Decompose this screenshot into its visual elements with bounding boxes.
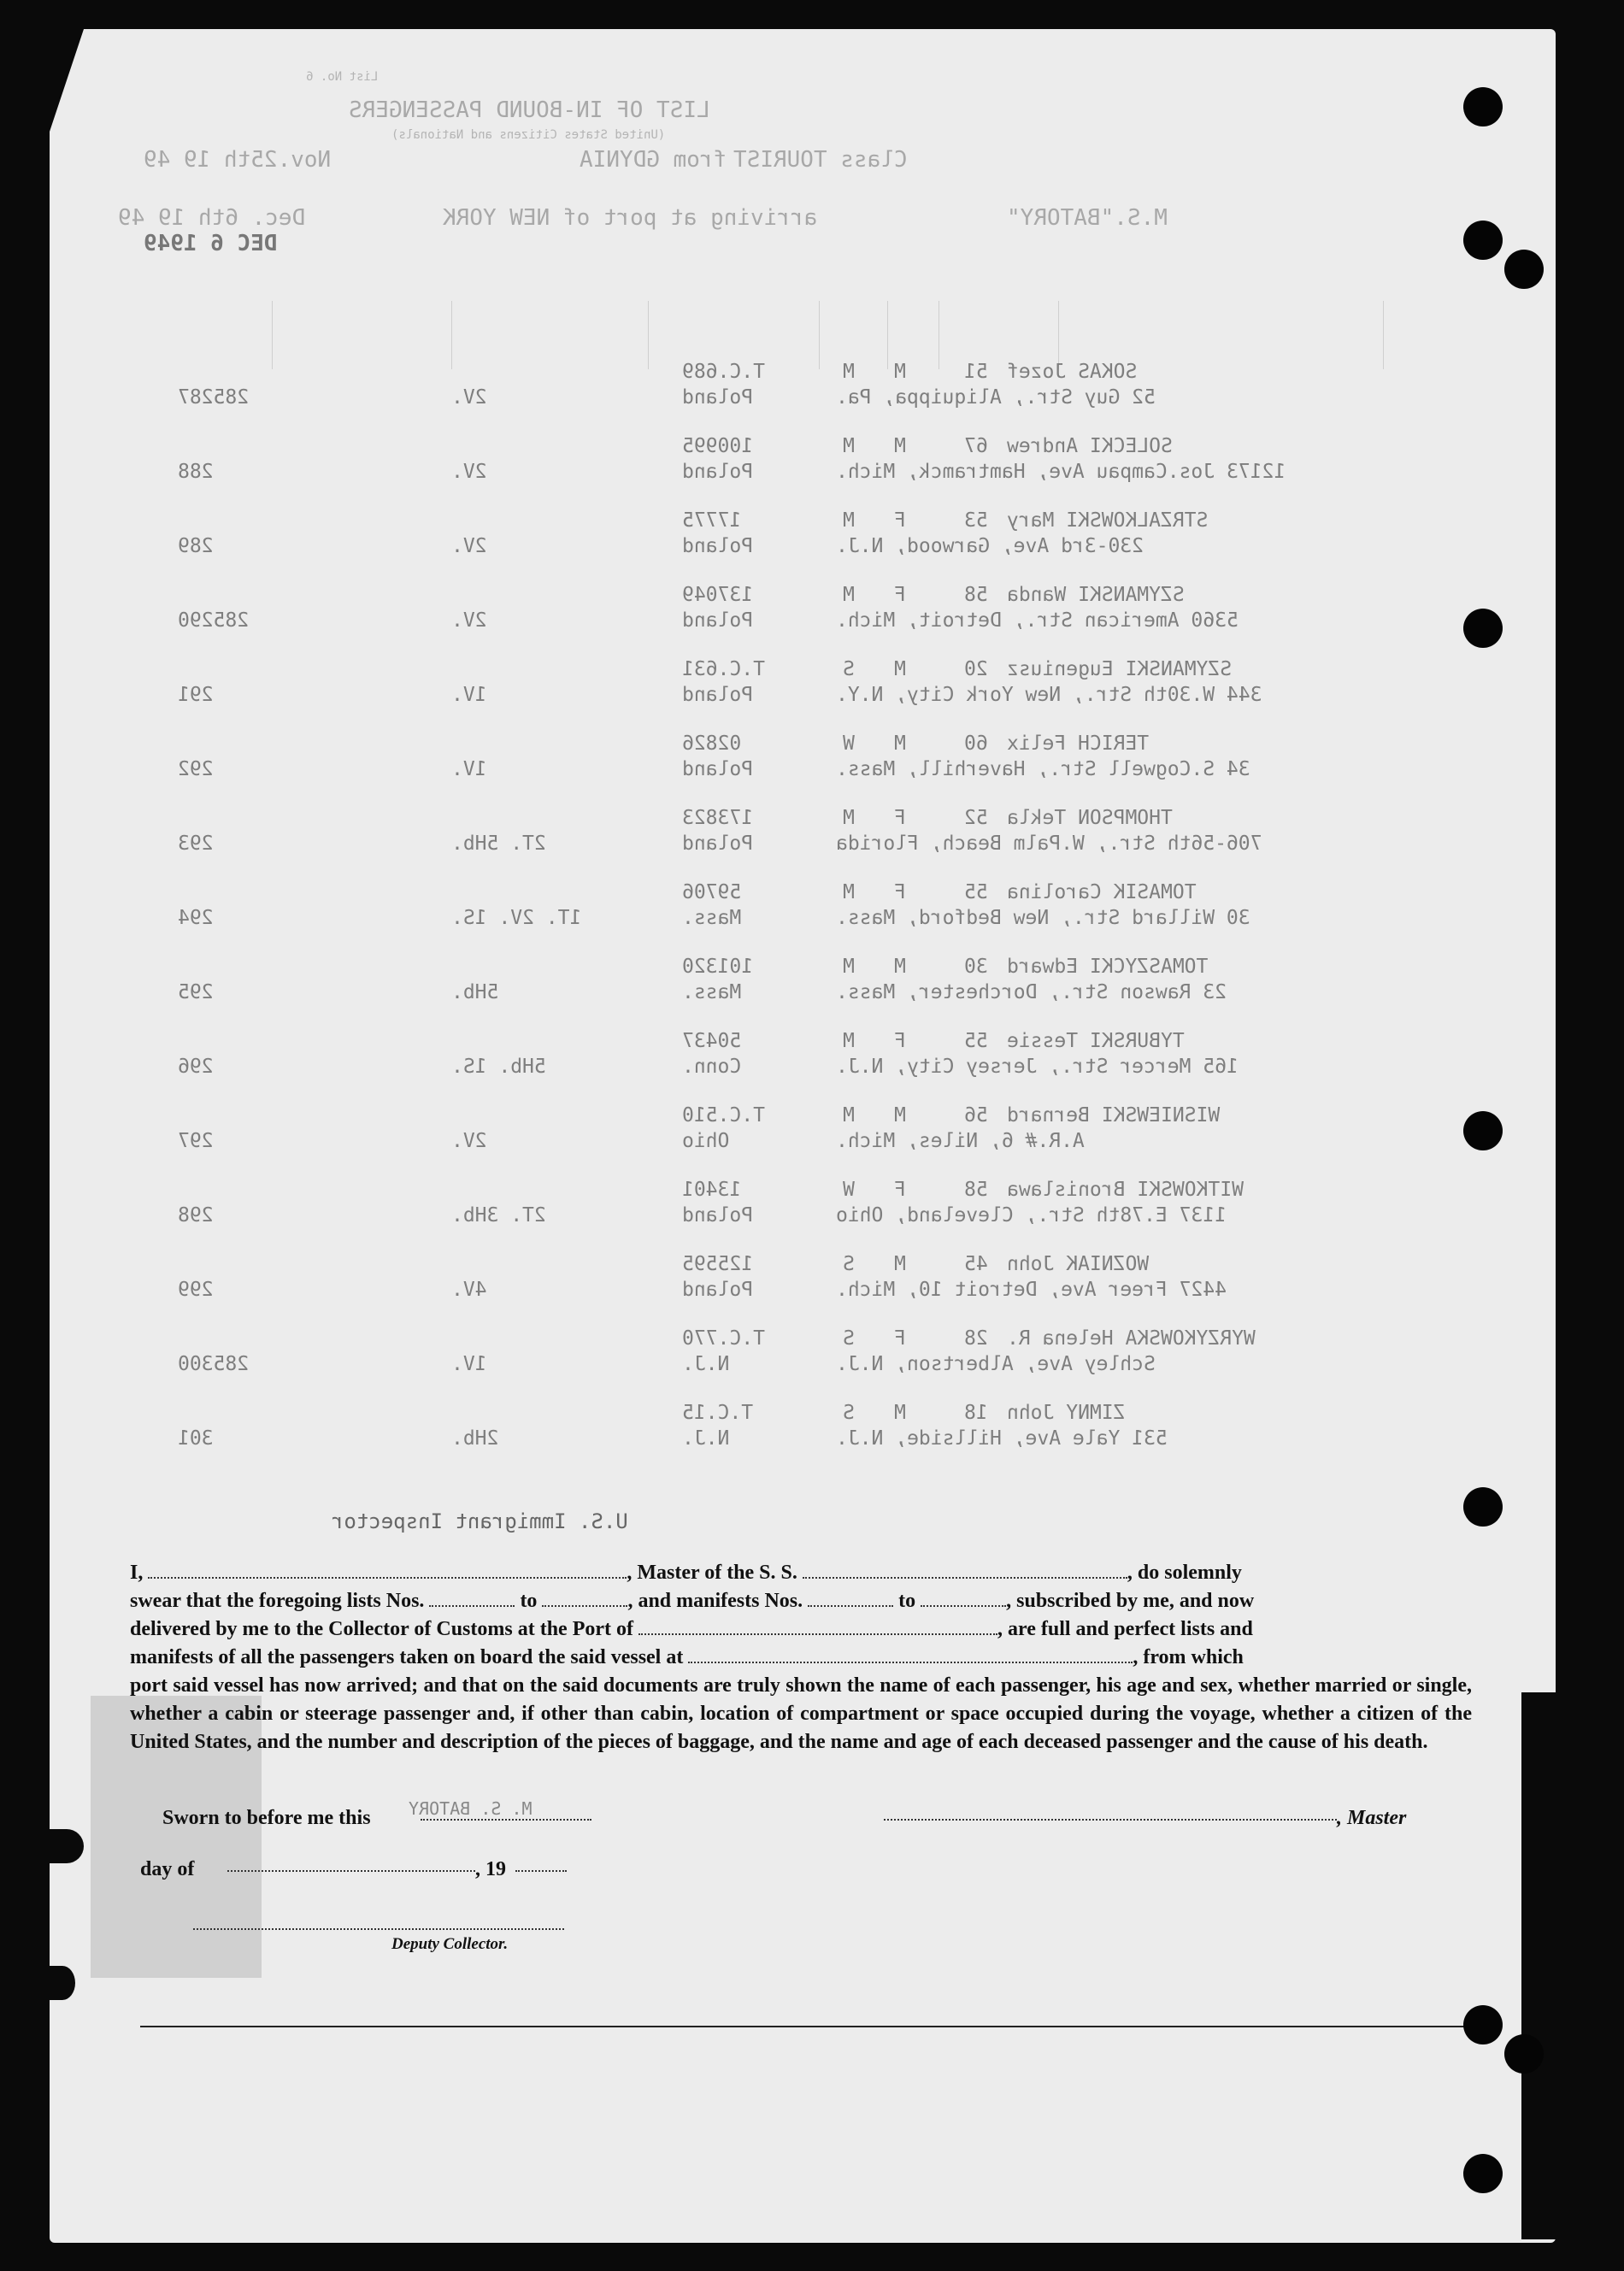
cell-name: SZYMANSKI Wanda bbox=[1007, 584, 1185, 606]
oath-to-2: to bbox=[898, 1590, 916, 1612]
cell-sex: F bbox=[894, 881, 906, 903]
cell-age: 58 bbox=[964, 584, 988, 606]
cell-status: W bbox=[843, 732, 855, 755]
cell-status: W bbox=[843, 1179, 855, 1201]
cell-age: 60 bbox=[964, 732, 988, 755]
cell-doc: 101320 bbox=[682, 956, 754, 978]
cell-name: WISNIEWSKI Bernard bbox=[1007, 1104, 1221, 1127]
manifest-from-field[interactable] bbox=[808, 1588, 893, 1607]
cell-doc: 17775 bbox=[682, 509, 742, 532]
cell-compartment: 2V. bbox=[451, 461, 487, 483]
table-row bbox=[50, 361, 1556, 429]
cell-status: S bbox=[843, 1327, 855, 1350]
cell-sex: M bbox=[894, 658, 906, 680]
cell-doc: T.C.631 bbox=[682, 658, 765, 680]
cell-age: 18 bbox=[964, 1402, 988, 1424]
ghost-sailed-date: Nov.25th 19 49 bbox=[144, 147, 332, 173]
manifest-page bbox=[50, 29, 1556, 2243]
cell-ref: 296 bbox=[178, 1056, 214, 1078]
oath-subscribed: , subscribed by me, and now bbox=[1006, 1590, 1255, 1612]
cell-status: M bbox=[843, 807, 855, 829]
table-row bbox=[50, 956, 1556, 1024]
cell-doc: 100995 bbox=[682, 435, 754, 457]
cell-country: Poland bbox=[682, 758, 754, 780]
ghost-from-port: from GDYNIA bbox=[580, 147, 727, 173]
cell-status: M bbox=[843, 881, 855, 903]
cell-address: 531 Yale Ave, Hillside, N.J. bbox=[836, 1427, 1168, 1450]
cell-age: 20 bbox=[964, 658, 988, 680]
cell-doc: T.C.15 bbox=[682, 1402, 754, 1424]
cell-compartment: 2V. bbox=[451, 386, 487, 409]
year-prefix: , 19 bbox=[475, 1858, 506, 1880]
table-row bbox=[50, 881, 1556, 950]
cell-address: 23 Rawson Str., Dorchester, Mass. bbox=[836, 981, 1227, 1003]
cell-sex: M bbox=[894, 435, 906, 457]
cell-name: TYBURSKI Tessie bbox=[1007, 1030, 1185, 1052]
cell-address: 230-3rd Ave, Garwood, N.J. bbox=[836, 535, 1144, 557]
cell-name: SOLECKI Andrew bbox=[1007, 435, 1173, 457]
cell-address: 12173 Jos.Campau Ave, Hamtramck, Mich. bbox=[836, 461, 1286, 483]
table-row bbox=[50, 807, 1556, 875]
cell-sex: F bbox=[894, 1327, 906, 1350]
cell-doc: T.C.510 bbox=[682, 1104, 765, 1127]
port-field[interactable] bbox=[638, 1616, 997, 1635]
cell-compartment: 2Hb. bbox=[451, 1427, 499, 1450]
cell-name: WOZNIAK John bbox=[1007, 1253, 1150, 1275]
table-row bbox=[50, 732, 1556, 801]
cell-address: 5360 American Str., Detroit, Mich. bbox=[836, 609, 1239, 632]
oath-from-which: , from which bbox=[1133, 1646, 1244, 1668]
cell-sex: M bbox=[894, 1104, 906, 1127]
table-row bbox=[50, 435, 1556, 503]
vessel-field[interactable] bbox=[803, 1560, 1127, 1579]
cell-country: Poland bbox=[682, 1204, 754, 1227]
cell-country: Poland bbox=[682, 609, 754, 632]
oath-i: I, bbox=[130, 1562, 144, 1584]
cell-address: 4427 Freer Ave, Detroit 10, Mich. bbox=[836, 1279, 1227, 1301]
cell-sex: M bbox=[894, 956, 906, 978]
cell-name: WYRZYKOWSKA Helena R. bbox=[1007, 1327, 1256, 1350]
cell-ref: 293 bbox=[178, 833, 214, 855]
list-to-field[interactable] bbox=[542, 1588, 627, 1607]
departure-port-field[interactable] bbox=[688, 1644, 1133, 1663]
table-row bbox=[50, 1179, 1556, 1247]
cell-doc: 59706 bbox=[682, 881, 742, 903]
cell-status: S bbox=[843, 1402, 855, 1424]
cell-address: 34 S.Cogwell Str., Haverhill, Mass. bbox=[836, 758, 1250, 780]
cell-status: M bbox=[843, 584, 855, 606]
oath-line-1 bbox=[130, 1559, 1472, 1587]
cell-name: ZIMNY John bbox=[1007, 1402, 1126, 1424]
binder-hole bbox=[1463, 1111, 1503, 1150]
cell-compartment: 1V. bbox=[451, 1353, 487, 1375]
binder-hole bbox=[1463, 1487, 1503, 1527]
ghost-subtitle: (United States Citizens and Nationals) bbox=[391, 128, 666, 142]
table-row bbox=[50, 1402, 1556, 1470]
binder-hole bbox=[1463, 2154, 1503, 2193]
cell-age: 53 bbox=[964, 509, 988, 532]
binder-hole bbox=[1463, 609, 1503, 648]
cell-name: TERICH Felix bbox=[1007, 732, 1150, 755]
master-signature-field[interactable] bbox=[884, 1819, 1337, 1821]
manifest-to-field[interactable] bbox=[921, 1588, 1006, 1607]
cell-status: M bbox=[843, 1030, 855, 1052]
cell-compartment: 2V. bbox=[451, 609, 487, 632]
cell-country: Poland bbox=[682, 535, 754, 557]
cell-ref: 297 bbox=[178, 1130, 214, 1152]
cell-compartment: 4V. bbox=[451, 1279, 487, 1301]
binder-hole bbox=[1504, 2034, 1544, 2074]
cell-sex: F bbox=[894, 807, 906, 829]
cell-compartment: 2T. 5Hb. bbox=[451, 833, 546, 855]
cell-status: M bbox=[843, 1104, 855, 1127]
cell-country: N.J. bbox=[682, 1427, 730, 1450]
cell-age: 52 bbox=[964, 807, 988, 829]
cell-address: Schley Ave, Albertson, N.J. bbox=[836, 1353, 1156, 1375]
cell-compartment: 2V. bbox=[451, 535, 487, 557]
master-label: , Master bbox=[1337, 1807, 1407, 1829]
cell-status: S bbox=[843, 658, 855, 680]
cell-ref: 289 bbox=[178, 535, 214, 557]
cell-age: 28 bbox=[964, 1327, 988, 1350]
cell-status: M bbox=[843, 956, 855, 978]
cell-country: Ohio bbox=[682, 1130, 730, 1152]
table-row bbox=[50, 584, 1556, 652]
cell-compartment: 1V. bbox=[451, 684, 487, 706]
cell-status: M bbox=[843, 435, 855, 457]
cell-address: 30 Willard Str., New Bedford, Mass. bbox=[836, 907, 1250, 929]
cell-name: WITKOWSKI Bronislawa bbox=[1007, 1179, 1244, 1201]
oath-body: port said vessel has now arrived; and that on the said documents are truly shown the name of each passenger, his age and sex, whether married or single, whether a cabin or steerage passenger and, if other than cabin, location of compartment or space occupied during the voyage, whether a citizen of the United States, and the number and description of the pieces of baggage, and the name and age of each deceased passenger and the cause of his death. bbox=[130, 1674, 1472, 1753]
cell-doc: T.C.689 bbox=[682, 361, 765, 383]
cell-address: 165 Mercer Str., Jersey City, N.J. bbox=[836, 1056, 1239, 1078]
sworn-label: Sworn to before me this bbox=[162, 1807, 371, 1829]
oath-lists: swear that the foregoing lists Nos. bbox=[130, 1590, 425, 1612]
cell-country: Conn. bbox=[682, 1056, 742, 1078]
cell-sex: M bbox=[894, 1402, 906, 1424]
cell-address: 344 W.30th Str., New York City, N.Y. bbox=[836, 684, 1262, 706]
cell-country: N.J. bbox=[682, 1353, 730, 1375]
cell-doc: 13401 bbox=[682, 1179, 742, 1201]
name-field[interactable] bbox=[148, 1560, 627, 1579]
binder-hole bbox=[1504, 250, 1544, 289]
cell-address: 52 Guy Str., Aliquippa, Pa. bbox=[836, 386, 1156, 409]
cell-ref: 298 bbox=[178, 1204, 214, 1227]
cell-sex: M bbox=[894, 732, 906, 755]
oath-manifests: , and manifests Nos. bbox=[627, 1590, 803, 1612]
cell-sex: F bbox=[894, 584, 906, 606]
cell-ref: 299 bbox=[178, 1279, 214, 1301]
cell-age: 58 bbox=[964, 1179, 988, 1201]
cell-sex: M bbox=[894, 361, 906, 383]
cell-compartment: 1V. bbox=[451, 758, 487, 780]
cell-status: M bbox=[843, 361, 855, 383]
cell-name: STRZALKOWSKI Mary bbox=[1007, 509, 1209, 532]
cell-ref: 292 bbox=[178, 758, 214, 780]
oath-line-3 bbox=[130, 1615, 1472, 1644]
ship-stamp: M. S. BATORY bbox=[409, 1798, 533, 1819]
ghost-vessel: M.S."BATORY" bbox=[1007, 205, 1168, 231]
cell-status: M bbox=[843, 509, 855, 532]
oath-delivered: delivered by me to the Collector of Customs at the Port of bbox=[130, 1618, 633, 1640]
cell-ref: 285287 bbox=[178, 386, 250, 409]
cell-ref: 301 bbox=[178, 1427, 214, 1450]
cell-doc: 125595 bbox=[682, 1253, 754, 1275]
cell-name: SZYMANSKI Eugeniusz bbox=[1007, 658, 1233, 680]
oath-line-2 bbox=[130, 1587, 1472, 1615]
cell-sex: M bbox=[894, 1253, 906, 1275]
oath-master-of: , Master of the S. S. bbox=[627, 1562, 797, 1584]
ghost-arriving-port: arriving at port of NEW YORK bbox=[443, 205, 818, 231]
cell-name: SOKAS Jozef bbox=[1007, 361, 1138, 383]
sworn-date-field[interactable] bbox=[421, 1819, 591, 1821]
oath-manifests-all: manifests of all the passengers taken on board the said vessel at bbox=[130, 1646, 684, 1668]
table-row bbox=[50, 509, 1556, 578]
oath-do-solemnly: , do solemnly bbox=[1127, 1562, 1242, 1584]
year-field[interactable] bbox=[515, 1870, 567, 1872]
cell-age: 67 bbox=[964, 435, 988, 457]
ghost-class: Class TOURIST bbox=[733, 147, 908, 173]
binder-hole bbox=[1463, 221, 1503, 260]
cell-age: 55 bbox=[964, 1030, 988, 1052]
cell-compartment: 5Hb. bbox=[451, 981, 499, 1003]
cell-compartment: 5Hb. 1S. bbox=[451, 1056, 546, 1078]
cell-name: TOMASIK Carolina bbox=[1007, 881, 1197, 903]
cell-age: 30 bbox=[964, 956, 988, 978]
cell-doc: 02826 bbox=[682, 732, 742, 755]
cell-sex: F bbox=[894, 1179, 906, 1201]
oath-paragraph bbox=[130, 1559, 1472, 1756]
cell-ref: 285300 bbox=[178, 1353, 250, 1375]
binder-hole bbox=[1463, 87, 1503, 126]
ghost-arrival-date: Dec. 6th 19 49 bbox=[118, 205, 306, 231]
cell-sex: F bbox=[894, 1030, 906, 1052]
day-of-field[interactable] bbox=[227, 1870, 475, 1872]
table-row bbox=[50, 1327, 1556, 1396]
cell-address: 706-56th Str., W.Palm Beach, Florida bbox=[836, 833, 1262, 855]
oath-line-4 bbox=[130, 1644, 1472, 1672]
cell-compartment: 1T. 2V. 1S. bbox=[451, 907, 582, 929]
cell-name: THOMPSON Tekla bbox=[1007, 807, 1173, 829]
cell-country: Poland bbox=[682, 833, 754, 855]
oath-to: to bbox=[520, 1590, 538, 1612]
deputy-signature-field[interactable] bbox=[193, 1928, 564, 1930]
cell-sex: F bbox=[894, 509, 906, 532]
cell-doc: 137049 bbox=[682, 584, 754, 606]
cell-status: S bbox=[843, 1253, 855, 1275]
cell-age: 55 bbox=[964, 881, 988, 903]
cell-ref: 288 bbox=[178, 461, 214, 483]
cell-doc: 173823 bbox=[682, 807, 754, 829]
cell-doc: T.C.770 bbox=[682, 1327, 765, 1350]
cell-ref: 294 bbox=[178, 907, 214, 929]
ghost-title: LIST OF IN-BOUND PASSENGERS bbox=[349, 97, 710, 123]
table-row bbox=[50, 1253, 1556, 1321]
cell-compartment: 2T. 3Hb. bbox=[451, 1204, 546, 1227]
cell-age: 51 bbox=[964, 361, 988, 383]
table-row bbox=[50, 1104, 1556, 1173]
cell-ref: 291 bbox=[178, 684, 214, 706]
list-from-field[interactable] bbox=[429, 1588, 515, 1607]
binder-hole bbox=[1463, 2005, 1503, 2044]
cell-country: Poland bbox=[682, 684, 754, 706]
cell-age: 45 bbox=[964, 1253, 988, 1275]
cell-country: Mass. bbox=[682, 981, 742, 1003]
cell-name: TOMASZYCKI Edward bbox=[1007, 956, 1209, 978]
cell-country: Mass. bbox=[682, 907, 742, 929]
cell-age: 56 bbox=[964, 1104, 988, 1127]
cell-country: Poland bbox=[682, 1279, 754, 1301]
oath-full-lists: , are full and perfect lists and bbox=[997, 1618, 1253, 1640]
cell-doc: 50437 bbox=[682, 1030, 742, 1052]
cell-country: Poland bbox=[682, 461, 754, 483]
cell-address: 1137 E.78th Str., Cleveland, Ohio bbox=[836, 1204, 1227, 1227]
deputy-collector-label: Deputy Collector. bbox=[391, 1935, 509, 1953]
cell-compartment: 2V. bbox=[451, 1130, 487, 1152]
cell-country: Poland bbox=[682, 386, 754, 409]
ghost-list-no: List No. 6 bbox=[306, 70, 379, 84]
ghost-date-stamp: DEC 6 1949 bbox=[144, 231, 278, 256]
cell-address: A.R.# 6, Niles, Mich. bbox=[836, 1130, 1085, 1152]
table-row bbox=[50, 1030, 1556, 1098]
day-of-label: day of bbox=[140, 1858, 195, 1880]
cell-ref: 295 bbox=[178, 981, 214, 1003]
cell-ref: 285290 bbox=[178, 609, 250, 632]
table-row bbox=[50, 658, 1556, 727]
inspector-stamp: U.S. Immigrant Inspector bbox=[332, 1509, 628, 1533]
bottom-rule bbox=[140, 2026, 1468, 2027]
